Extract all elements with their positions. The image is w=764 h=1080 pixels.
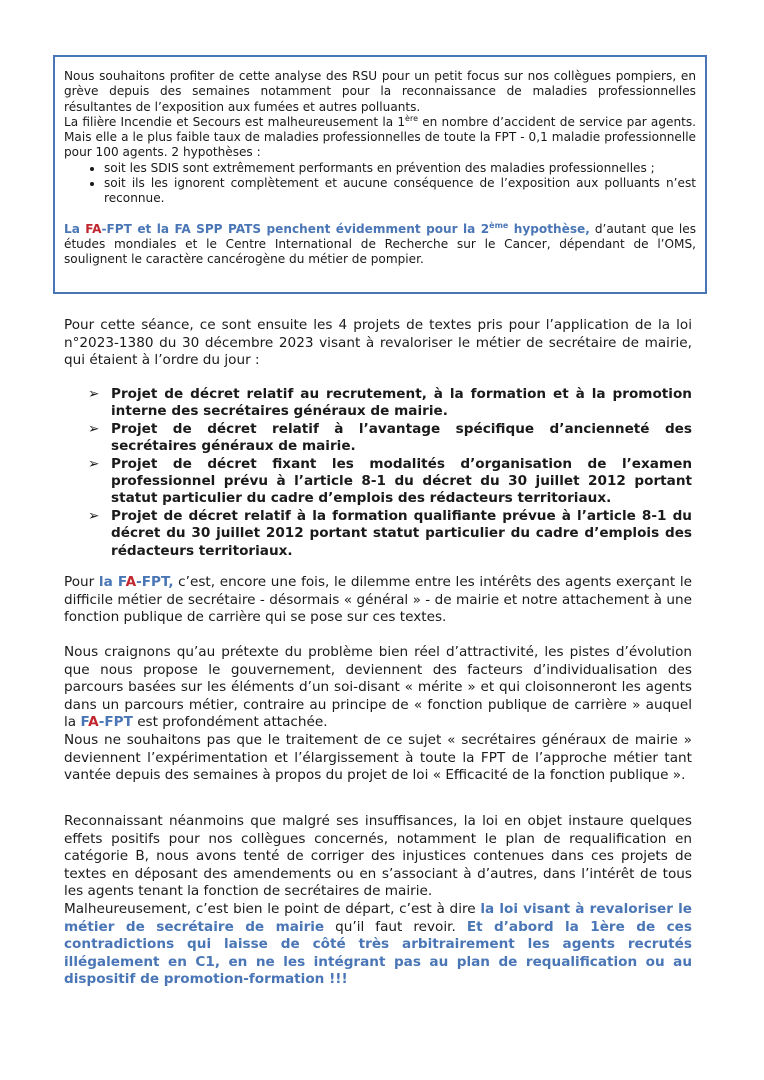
project-text: Projet de décret relatif à la formation qualifiante prévue à l’article 8-1 du décret du 30 juillet 2012 portant statut particulier du cadre d’emplois des rédacteurs territoriaux. — [111, 507, 692, 559]
p1-pre: Pour — [64, 574, 99, 590]
p2-fpt: -FPT — [98, 714, 133, 731]
arrow-bullet-icon: ➢ — [88, 507, 100, 524]
box-p3-sup: ème — [489, 220, 509, 230]
projects-list — [88, 386, 692, 560]
p2-b: est profondément attachée. — [132, 714, 328, 731]
fa-fpt-text — [64, 574, 692, 627]
project-item — [88, 386, 692, 421]
p1-a: A — [125, 574, 137, 590]
p3-b-blue2: Et d’abord la 1ère de ces contradictions qui laisse de côté très arbitrairement les agents recrutés illégalement en C1, en ne les intégrant pas au plan de requalification ou au dispositif de promotion-formation !!! — [64, 918, 692, 988]
p2-a: Nous craignons qu’au prétexte du problème bien réel d’attractivité, les pistes d’évolution que nous propose le gouvernement, deviennent des facteurs d’individualisation des parcours basées sur les éléments d’un soi-disant « mérite » et qui cloisonneront les agents dans un parcours métier, contraire au principe de « fonction publique de carrière » auquel la — [64, 644, 692, 731]
p2-f: F — [80, 714, 89, 731]
conclusion-paragraph — [64, 813, 692, 989]
project-item — [88, 421, 692, 456]
fa-fpt-paragraph — [64, 574, 692, 627]
hypothesis-item: • soit les SDIS sont extrêmement performants en prévention des maladies professionnelles ; — [104, 161, 696, 176]
p1-fpt: -FPT, — [136, 574, 174, 590]
concerns-paragraph — [64, 644, 692, 785]
project-item — [88, 456, 692, 508]
p3-b2: qu’il faut revoir. — [324, 918, 467, 935]
p1-f: F — [117, 574, 126, 590]
p3-b — [64, 901, 692, 989]
hypotheses-list — [64, 161, 696, 207]
box-p3-fa: FA — [85, 221, 102, 236]
p1-la: la — [98, 574, 118, 590]
box-paragraph-1: Nous souhaitons profiter de cette analyse des RSU pour un petit focus sur nos collègues pompiers, en grève depuis des semaines notamment pour la reconnaissance de maladies professionnelles résultantes de l’exposition aux fumées et autres polluants. — [64, 69, 696, 114]
arrow-bullet-icon: ➢ — [88, 386, 100, 402]
box-paragraph-2 — [64, 115, 696, 161]
box-p2-sup: ère — [405, 113, 418, 123]
intro-paragraph — [64, 317, 692, 370]
box-p3-bold2: hypothèse, — [508, 221, 590, 236]
p3-a: Reconnaissant néanmoins que malgré ses insuffisances, la loi en objet instaure quelques effets positifs pour nos collègues concernés, notamment le plan de requalification en catégorie B, nous avons tenté de corriger des injustices contenues dans ces projets de textes en déposant des amendements ou en s’associant à d’autres, dans l’intérêt de tous les agents tenant la fonction de secrétaires de mairie. — [64, 813, 692, 900]
arrow-bullet-icon: ➢ — [88, 455, 100, 472]
p1-rest: c’est, encore une fois, le dilemme entre les intérêts des agents exerçant le difficile métier de secrétaire - désormais « général » - de mairie et notre attachement à une fonction publique de carrière qui se pose sur ces textes. — [64, 574, 692, 626]
box-p2-text-b: en nombre d’accident de service par agents. Mais elle a le plus faible taux de maladies professionnelles de toute la FPT - 0,1 maladie professionnelle pour 100 agents. 2 hypothèses : — [64, 114, 696, 160]
concerns-text — [64, 644, 692, 732]
p3-b-blue: la loi visant à revaloriser le métier de secrétaire de mairie — [64, 900, 692, 935]
sdis-focus-box — [53, 55, 707, 294]
project-text: Projet de décret relatif au recrutement, à la formation et à la promotion interne des secrétaires généraux de mairie. — [111, 386, 692, 420]
arrow-bullet-icon: ➢ — [88, 420, 100, 437]
intro-text: Pour cette séance, ce sont ensuite les 4 projets de textes pris pour l’application de la loi n°2023-1380 du 30 décembre 2023 visant à revaloriser le métier de secrétaire de mairie, qui étaient à l’ordre du jour : — [64, 317, 692, 369]
box-p3-la: La — [64, 221, 86, 236]
project-text: Projet de décret fixant les modalités d’organisation de l’examen professionnel prévu à l’article 8-1 du décret du 30 juillet 2012 portant statut particulier du cadre d’emplois des rédacteurs territoriaux. — [111, 455, 692, 507]
box-p3-rest: d’autant que les études mondiales et le Centre International de Recherche sur le Cancer, dépendant de l’OMS, soulignent le caractère cancérogène du métier de pompier. — [64, 221, 697, 267]
box-p2-text-a: La filière Incendie et Secours est malheureusement la 1 — [64, 114, 406, 129]
p3-b1: Malheureusement, c’est bien le point de départ, c’est à dire — [64, 900, 481, 917]
box-paragraph-3 — [64, 222, 696, 268]
hypothesis-item: • soit ils les ignorent complètement et aucune conséquence de l’exposition aux polluants n’est reconnue. — [104, 176, 696, 207]
p2-c: Nous ne souhaitons pas que le traitement de ce sujet « secrétaires généraux de mairie » deviennent l’expérimentation et l’élargissement à toute la FPT de l’approche métier tant vantée depuis des semaines à propos du projet de loi « Efficacité de la fonction publique ». — [64, 731, 692, 784]
project-text: Projet de décret relatif à l’avantage spécifique d’ancienneté des secrétaires généraux de mairie. — [111, 420, 692, 455]
p2-a2: A — [88, 714, 99, 731]
project-item — [88, 508, 692, 560]
box-p3-bold: -FPT et la FA SPP PATS penchent évidemment pour la 2 — [101, 221, 490, 236]
